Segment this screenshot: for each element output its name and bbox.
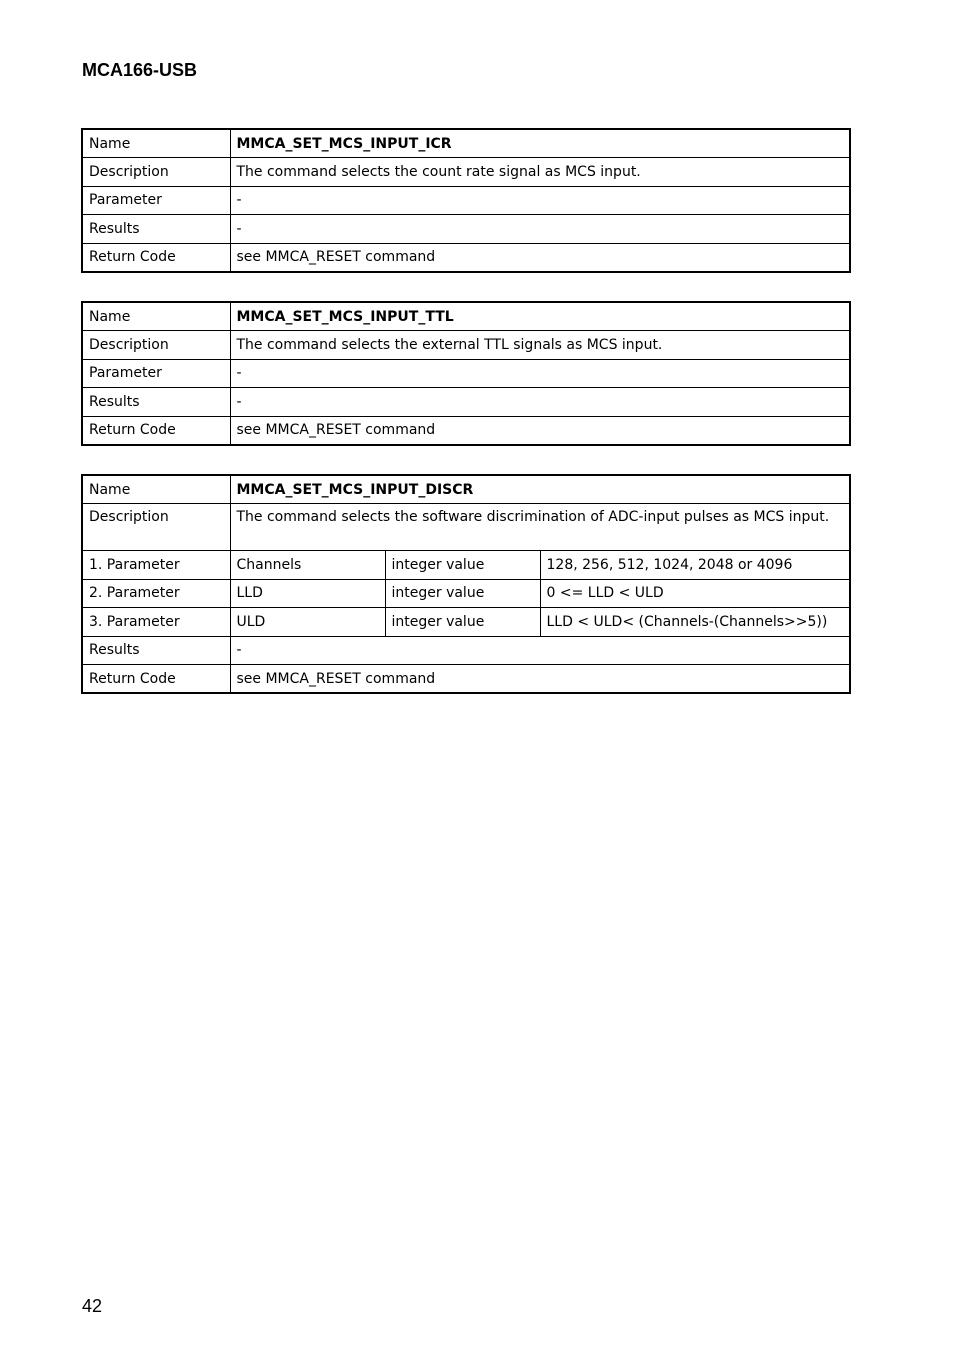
row-label: Results: [82, 636, 230, 665]
row-label: Results: [82, 388, 230, 417]
command-table-ttl: [81, 301, 851, 446]
description-value: The command selects the software discrimination of ADC-input pulses as MCS input.: [230, 504, 850, 551]
row-label: Description: [82, 331, 230, 360]
table-row: [82, 215, 850, 244]
parameter-type: integer value: [385, 551, 540, 580]
parameter-type: integer value: [385, 608, 540, 637]
parameter-type: integer value: [385, 579, 540, 608]
table-row: [82, 608, 850, 637]
row-label: Return Code: [82, 665, 230, 694]
row-label: Name: [82, 302, 230, 331]
document-header: MCA166-USB: [82, 60, 198, 80]
row-label: Return Code: [82, 416, 230, 445]
row-label: Description: [82, 504, 230, 551]
parameter-value: -: [230, 359, 850, 388]
row-label: Results: [82, 215, 230, 244]
table-row: [82, 243, 850, 272]
parameter-range: 128, 256, 512, 1024, 2048 or 4096: [540, 551, 850, 580]
table-row: [82, 129, 850, 158]
parameter-name: Channels: [230, 551, 385, 580]
results-value: -: [230, 636, 850, 665]
parameter-range: 0 <= LLD < ULD: [540, 579, 850, 608]
row-label: Parameter: [82, 186, 230, 215]
table-row: [82, 186, 850, 215]
table-row: [82, 504, 850, 551]
table-row: [82, 388, 850, 417]
command-name: MMCA_SET_MCS_INPUT_DISCR: [230, 475, 850, 504]
table-row: [82, 636, 850, 665]
table-row: [82, 302, 850, 331]
row-label: 2. Parameter: [82, 579, 230, 608]
results-value: -: [230, 215, 850, 244]
description-value: The command selects the external TTL signals as MCS input.: [230, 331, 850, 360]
command-table-icr: [81, 128, 851, 273]
command-name: MMCA_SET_MCS_INPUT_TTL: [230, 302, 850, 331]
parameter-value: -: [230, 186, 850, 215]
row-label: Parameter: [82, 359, 230, 388]
table-row: [82, 416, 850, 445]
row-label: Description: [82, 158, 230, 187]
table-row: [82, 579, 850, 608]
table-row: [82, 665, 850, 694]
row-label: Name: [82, 129, 230, 158]
parameter-name: ULD: [230, 608, 385, 637]
table-row: [82, 158, 850, 187]
results-value: -: [230, 388, 850, 417]
parameter-range: LLD < ULD< (Channels-(Channels>>5)): [540, 608, 850, 637]
table-row: [82, 359, 850, 388]
row-label: 3. Parameter: [82, 608, 230, 637]
parameter-name: LLD: [230, 579, 385, 608]
page-number: 42: [82, 1296, 103, 1316]
row-label: Name: [82, 475, 230, 504]
row-label: Return Code: [82, 243, 230, 272]
description-value: The command selects the count rate signal as MCS input.: [230, 158, 850, 187]
return-code-value: see MMCA_RESET command: [230, 243, 850, 272]
table-row: [82, 331, 850, 360]
return-code-value: see MMCA_RESET command: [230, 665, 850, 694]
command-table-discr: [81, 474, 851, 694]
row-label: 1. Parameter: [82, 551, 230, 580]
return-code-value: see MMCA_RESET command: [230, 416, 850, 445]
table-row: [82, 551, 850, 580]
command-name: MMCA_SET_MCS_INPUT_ICR: [230, 129, 850, 158]
table-row: [82, 475, 850, 504]
